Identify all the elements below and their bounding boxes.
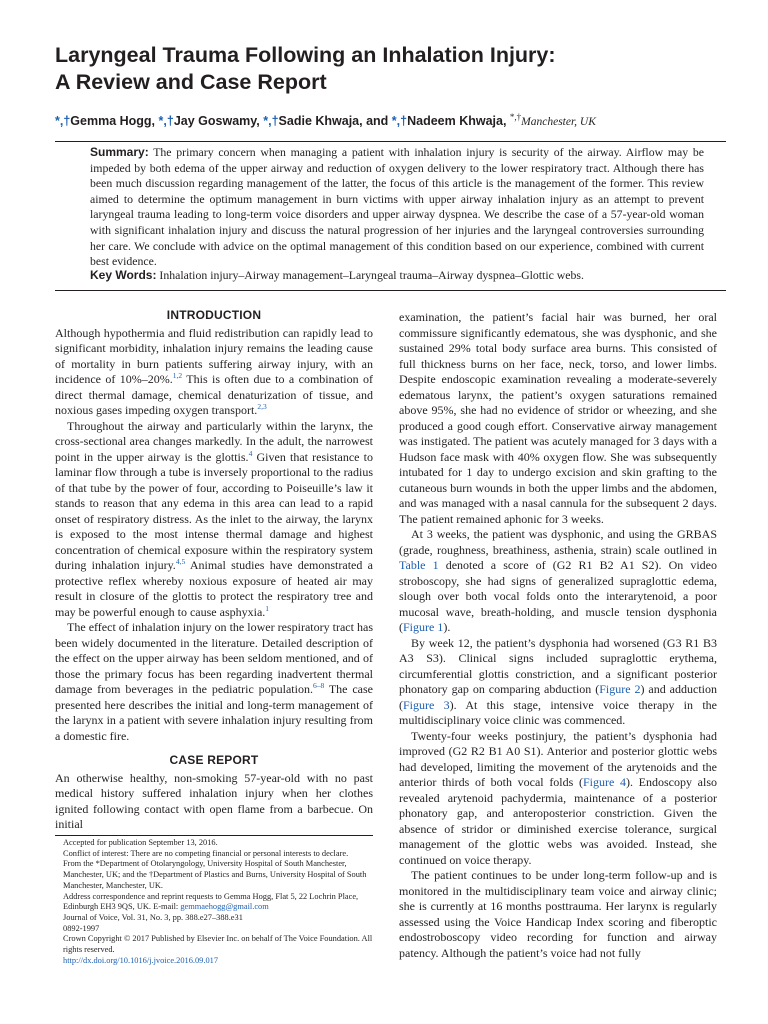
intro-p2-text-b: Given that resistance to laminar flow through a tube is inversely proportional to the radius of that tube by the power of four, according to Poiseuille’s law it stands to reason that any edema in this area can lead to a rapid onset of respiratory distress. As the inlet to the airway, the larynx is exposed to the most intense thermal damage and highest concentration of chemical exposure within the respiratory system during inhalation injury. xyxy=(55,449,373,572)
citation[interactable]: 1 xyxy=(265,603,270,613)
intro-paragraph-2 xyxy=(55,419,373,621)
case-p2-text-c: ). xyxy=(443,620,451,634)
intro-p1-text-b: This is often due to a combination of direct thermal damage, chemical denaturization of tissue, and noxious gases impeding oxygen transport. xyxy=(55,372,373,417)
citation[interactable]: 4 xyxy=(248,448,253,458)
affiliation-text: Manchester, UK xyxy=(521,115,596,128)
footnote-doi-link[interactable]: http://dx.doi.org/10.1016/j.jvoice.2016.09.017 xyxy=(63,955,219,965)
summary-text: The primary concern when managing a patient with inhalation injury is security of the airway. Airflow may be impeded by both edema of the upper airway and reduction of oxygen delivery to the lower respiratory tract. Although there has been much discussion regarding management of the latter, the focus of this article is the management of the former. This review aimed to determine the optimum management in burn victims with upper airway inhalation injury as an attempt to prevent laryngeal trauma leading to long-term voice disorders and upper airway dyspnea. We describe the case of a 57-year-old woman with significant inhalation injury and discuss the natural progression of her injuries and the laryngeal controversies surrounding her care. We conclude with advice on the optimal management of this condition based on our experience, combined with current best evidence. xyxy=(90,145,704,269)
left-column xyxy=(55,308,373,833)
footnote-correspondence xyxy=(55,892,373,913)
intro-p2-text-c: Animal studies have demonstrated a protective reflex whereby noxious exposure of heated air may result in closure of the glottis to protect the respiratory tree and may be powerful enough to cause asphyxia. xyxy=(55,558,373,619)
case-paragraph-5: The patient continues to be under long-term follow-up and is monitored in the multidisciplinary team voice and airway clinic; she is currently at 16 months posttrauma. Her larynx is regularly assessed using the Voice Handicap Index scoring and fiberoptic endostroboscopy video recording for function and airway patency. Although the patient’s voice had not fully xyxy=(399,868,717,960)
citation[interactable]: 4,5 xyxy=(175,557,186,566)
abstract-top-rule xyxy=(55,141,726,142)
intro-paragraph-3 xyxy=(55,620,373,744)
key-words-label: Key Words: xyxy=(90,268,157,282)
article-title xyxy=(55,42,725,96)
case-paragraph-4 xyxy=(399,729,717,869)
citation[interactable]: 2,3 xyxy=(257,402,267,411)
author-4: Nadeem Khwaja, xyxy=(407,113,507,128)
article-footnotes xyxy=(55,835,373,966)
intro-p2-text-a: Throughout the airway and particularly within the larynx, the cross-sectional area changes markedly. In the adult, the narrowest point in the upper airway is the glottis. xyxy=(55,418,373,464)
figure-3-link[interactable]: Figure 3 xyxy=(403,697,450,712)
case-p2-text-b: denoted a score of (G2 R1 B2 A1 S2). On video stroboscopy, she had signs of generalized supraglottic edema, slough over both vocal folds onto the interarytenoid, a poor mucosal wave, breath-holding, and muscle tension dysphonia ( xyxy=(399,558,718,634)
citation[interactable]: 1,2 xyxy=(172,371,183,380)
footnote-issn: 0892-1997 xyxy=(63,923,100,933)
figure-4-link[interactable]: Figure 4 xyxy=(582,775,626,789)
figure-2-link[interactable]: Figure 2 xyxy=(599,682,641,696)
title-line-2: A Review and Case Report xyxy=(55,70,327,94)
intro-p3-text-a: The effect of inhalation injury on the lower respiratory tract has been widely documented in the literature. Detailed description of the effect on the upper airway has been seldom mentioned, and of those the primary focus has been regarding inadvertent thermal damage from beverages in the pediatric population. xyxy=(55,620,373,696)
footnote-email-link[interactable]: gemmaehogg@gmail.com xyxy=(180,902,269,912)
author-3: Sadie Khwaja, and xyxy=(278,113,389,128)
case-paragraph-1: An otherwise healthy, non-smoking 57-year-old with no past medical history suffered inhalation injury when her clothes ignited following contact with open flame from a barbecue. On initial xyxy=(55,770,373,831)
abstract-bottom-rule xyxy=(55,290,726,291)
figure-1-link[interactable]: Figure 1 xyxy=(403,620,444,634)
table-1-link[interactable]: Table 1 xyxy=(399,558,439,572)
footnote-copyright: Crown Copyright © 2017 Published by Elsevier Inc. on behalf of The Voice Foundation. All rights reserved. xyxy=(63,934,373,955)
author-2: Jay Goswamy, xyxy=(173,113,260,128)
title-line-1: Laryngeal Trauma Following an Inhalation Injury: xyxy=(55,43,556,67)
key-words-text: Inhalation injury–Airway management–Laryngeal trauma–Airway dyspnea–Glottic webs. xyxy=(159,268,584,282)
case-paragraph-2 xyxy=(399,527,717,636)
case-paragraph-1-continued: examination, the patient’s facial hair was burned, her oral commissure significantly edematous, she was dysphonic, and she sustained 29% total body surface area burns. This consisted of full thickness burns on her face, neck, torso, and lower limbs. Despite endoscopic examination revealing a moderate-severely edematous larynx, the patient’s oxygen saturations remained above 95%, she had no evidence of stridor or wheezing, and she produced a good cough effort. Conservative airway management was instigated. The patient was acutely managed for 3 days with a Hudson face mask with 40% oxygen flow. She was subsequently intubated for 1 day to undergo excision and skin grafting to the cutaneous burn wounds in both the upper limbs and the abdomen, and was managed with a nasal cannula for the subsequent 2 days. The patient remained aphonic for 3 weeks. xyxy=(399,310,717,526)
footnote-affiliations: From the *Department of Otolaryngology, University Hospital of South Manchester, Manchester, UK; and the †Department of Plastics and Burns, University Hospital of South Manchester, Manchester, UK. xyxy=(63,859,367,890)
affiliation xyxy=(509,112,596,128)
footnote-journal: Journal of Voice, Vol. 31, No. 3, pp. 388.e27–388.e31 xyxy=(63,912,243,922)
case-p2-text-a: At 3 weeks, the patient was dysphonic, and using the GRBAS (grade, roughness, breathiness, asthenia, strain) scale outlined in xyxy=(399,527,717,557)
abstract-summary xyxy=(90,145,704,270)
author-1: Gemma Hogg, xyxy=(70,113,156,128)
affiliation-mark: *,† xyxy=(509,112,522,122)
introduction-heading: INTRODUCTION xyxy=(166,308,262,322)
author-1-affiliation-mark: *,† xyxy=(55,113,71,128)
intro-p1-text-a: Although hypothermia and fluid redistribution can rapidly lead to significant morbidity, inhalation injury remains the leading cause of mortality in burn patients suffering airway injury, with an incidence of 10%–20%. xyxy=(55,325,373,386)
author-list xyxy=(55,112,735,128)
author-2-affiliation-mark: *,† xyxy=(158,113,174,128)
case-paragraph-3 xyxy=(399,636,717,729)
right-column xyxy=(399,310,717,961)
case-p3-text-b: ) and adduction ( xyxy=(399,682,717,712)
intro-paragraph-1 xyxy=(55,326,373,419)
summary-label: Summary: xyxy=(90,145,149,159)
case-p3-text-a: By week 12, the patient’s dysphonia had worsened (G3 R1 B3 A3 S3). Clinical signs included supraglottic erythema, circumferential glottis constriction, and a significant posterior phonatory gap on comparing abduction ( xyxy=(399,635,717,696)
footnote-rule xyxy=(55,835,373,836)
key-words xyxy=(90,268,704,283)
author-4-affiliation-mark: *,† xyxy=(391,113,408,128)
case-p4-text-b: ). Endoscopy also revealed arytenoid pachydermia, maintenance of a posterior phonatory gap, and anteroposterior constriction. Given the absence of stridor or diminished exercise tolerance, surgical management of the glottic webs was avoided. Instead, she continued on voice therapy. xyxy=(399,775,717,867)
author-3-affiliation-mark: *,† xyxy=(263,113,279,128)
footnote-accepted: Accepted for publication September 13, 2016. xyxy=(63,838,218,847)
footnote-address: Address correspondence and reprint requests to Gemma Hogg, Flat 5, 22 Lochrin Place, Edinburgh EH3 9QS, UK. E-mail: xyxy=(63,891,359,912)
intro-p3-text-b: The case presented here describes the initial and long-term management of the larynx in a patient with severe inhalation injury resulting from a domestic fire. xyxy=(55,682,373,743)
citation[interactable]: 6–8 xyxy=(312,681,325,690)
case-report-heading: CASE REPORT xyxy=(169,753,259,767)
case-p3-text-c: ). At this stage, intensive voice therapy in the multidisciplinary voice clinic was commenced. xyxy=(399,697,717,727)
case-p4-text-a: Twenty-four weeks postinjury, the patient’s dysphonia had improved (G2 R2 B1 A0 S1). Anterior and posterior glottic webs had developed, limiting the movement of the arytenoids and the anterior thirds of both vocal folds ( xyxy=(399,728,717,789)
footnote-conflict: Conflict of interest: There are no competing financial or personal interests to declare. xyxy=(63,848,349,858)
